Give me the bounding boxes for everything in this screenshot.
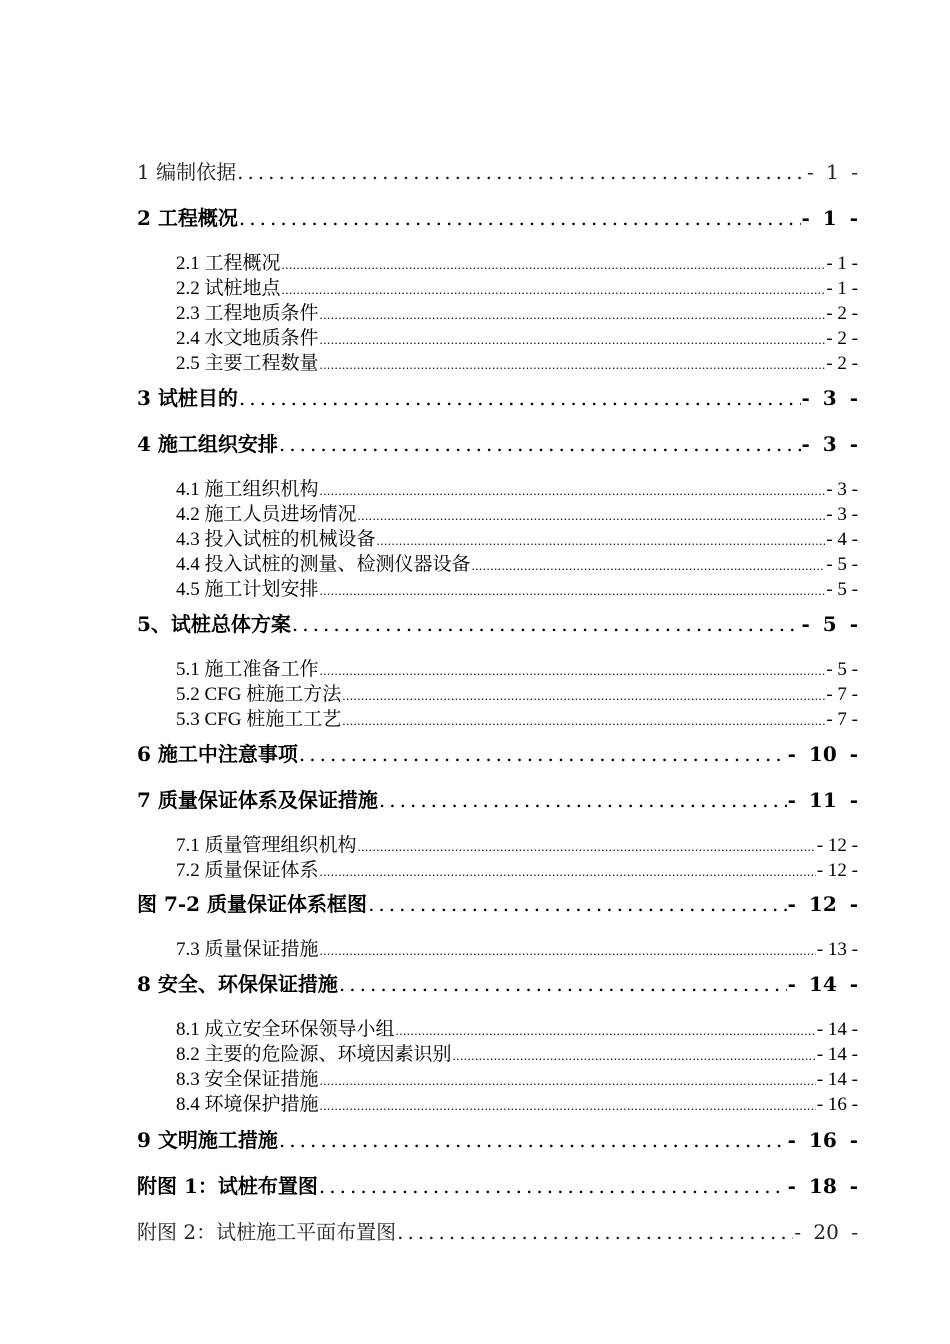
toc-entry-title: 9 文明施工措施 xyxy=(137,1128,278,1152)
toc-entry-7-3[interactable] xyxy=(176,934,858,961)
toc-entry-title: 3 试桩目的 xyxy=(137,386,238,410)
toc-entry-2-4[interactable] xyxy=(176,323,858,350)
dot-leader xyxy=(282,257,826,273)
dot-leader xyxy=(319,1174,787,1198)
dot-leader xyxy=(320,943,816,959)
toc-entry-page: - 1 - xyxy=(801,206,858,230)
toc-entry-page: - 1 - xyxy=(826,278,858,299)
toc-entry-title: 5、试桩总体方案 xyxy=(137,612,291,636)
toc-entry-title: 4.1 施工组织机构 xyxy=(176,479,319,500)
toc-entry-title: 7.3 质量保证措施 xyxy=(176,939,319,960)
toc-entry-6[interactable] xyxy=(137,738,858,767)
toc-entry-title: 8 安全、环保保证措施 xyxy=(137,972,338,996)
toc-entry-title: 8.3 安全保证措施 xyxy=(176,1069,319,1090)
toc-entry-4[interactable] xyxy=(137,428,858,457)
dot-leader xyxy=(320,583,826,599)
toc-entry-title: 8.1 成立安全环保领导小组 xyxy=(176,1019,395,1040)
dot-leader xyxy=(358,508,826,524)
dot-leader xyxy=(339,972,787,996)
toc-entry-page: - 2 - xyxy=(826,328,858,349)
toc-entry-page: - 7 - xyxy=(826,709,858,730)
toc-entry-appendix-2[interactable] xyxy=(137,1216,858,1245)
dot-leader xyxy=(320,1098,816,1114)
toc-entry-title: 2.3 工程地质条件 xyxy=(176,303,319,324)
toc-entry-title: 4.2 施工人员进场情况 xyxy=(176,504,357,525)
toc-entry-8-2[interactable] xyxy=(176,1039,858,1066)
toc-entry-2-2[interactable] xyxy=(176,273,858,300)
toc-entry-title: 图 7-2 质量保证体系框图 xyxy=(137,892,368,916)
toc-entry-1[interactable] xyxy=(137,156,858,185)
toc-entry-title: 1 编制依据 xyxy=(137,160,237,184)
dot-leader xyxy=(320,357,826,373)
dot-leader xyxy=(320,332,826,348)
toc-entry-page: - 16 - xyxy=(816,1094,858,1115)
toc-entry-page: - 18 - xyxy=(787,1174,858,1198)
toc-entry-page: - 14 - xyxy=(816,1044,858,1065)
dot-leader xyxy=(320,864,816,880)
dot-leader xyxy=(299,742,787,766)
dot-leader xyxy=(239,386,801,410)
toc-entry-4-3[interactable] xyxy=(176,524,858,551)
toc-entry-4-2[interactable] xyxy=(176,499,858,526)
toc-entry-4-5[interactable] xyxy=(176,574,858,601)
toc-entry-title: 5.2 CFG 桩施工方法 xyxy=(176,684,342,705)
toc-entry-page: - 14 - xyxy=(816,1019,858,1040)
dot-leader xyxy=(396,1023,816,1039)
dot-leader xyxy=(358,839,816,855)
toc-entry-appendix-1[interactable] xyxy=(137,1170,858,1199)
toc-entry-4-1[interactable] xyxy=(176,474,858,501)
toc-entry-2-5[interactable] xyxy=(176,348,858,375)
dot-leader xyxy=(320,663,826,679)
toc-entry-figure-7-2[interactable] xyxy=(137,888,858,917)
toc-entry-title: 4.5 施工计划安排 xyxy=(176,579,319,600)
toc-entry-8-3[interactable] xyxy=(176,1064,858,1091)
toc-entry-title: 5.1 施工准备工作 xyxy=(176,659,319,680)
toc-entry-title: 5.3 CFG 桩施工工艺 xyxy=(176,709,342,730)
dot-leader xyxy=(279,1128,787,1152)
toc-entry-2[interactable] xyxy=(137,202,858,231)
toc-entry-9[interactable] xyxy=(137,1124,858,1153)
dot-leader xyxy=(320,307,826,323)
toc-entry-page: - 3 - xyxy=(801,386,858,410)
toc-entry-title: 4 施工组织安排 xyxy=(137,432,278,456)
toc-entry-page: - 3 - xyxy=(826,479,858,500)
toc-entry-page: - 13 - xyxy=(816,939,858,960)
toc-entry-title: 2.5 主要工程数量 xyxy=(176,353,319,374)
toc-entry-7[interactable] xyxy=(137,784,858,813)
toc-entry-2-3[interactable] xyxy=(176,298,858,325)
toc-entry-3[interactable] xyxy=(137,382,858,411)
toc-entry-page: - 12 - xyxy=(816,835,858,856)
toc-entry-title: 7 质量保证体系及保证措施 xyxy=(137,788,378,812)
toc-entry-page: - 12 - xyxy=(787,892,858,916)
toc-entry-page: - 1 - xyxy=(826,253,858,274)
toc-entry-title: 2.4 水文地质条件 xyxy=(176,328,319,349)
toc-entry-page: - 16 - xyxy=(787,1128,858,1152)
toc-entry-page: - 10 - xyxy=(787,742,858,766)
dot-leader xyxy=(342,688,825,704)
toc-entry-page: - 5 - xyxy=(826,554,858,575)
dot-leader xyxy=(397,1220,793,1244)
toc-entry-page: - 5 - xyxy=(801,612,858,636)
toc-entry-title: 7.2 质量保证体系 xyxy=(176,860,319,881)
toc-entry-page: - 3 - xyxy=(826,504,858,525)
dot-leader xyxy=(320,483,826,499)
dot-leader xyxy=(279,432,801,456)
dot-leader xyxy=(237,160,806,184)
dot-leader xyxy=(292,612,801,636)
toc-entry-title: 2.1 工程概况 xyxy=(176,253,281,274)
dot-leader xyxy=(282,282,826,298)
toc-entry-7-2[interactable] xyxy=(176,855,858,882)
toc-entry-title: 2.2 试桩地点 xyxy=(176,278,281,299)
toc-entry-title: 附图 1：试桩布置图 xyxy=(137,1174,318,1198)
toc-entry-7-1[interactable] xyxy=(176,830,858,857)
toc-entry-5-1[interactable] xyxy=(176,654,858,681)
dot-leader xyxy=(472,558,826,574)
toc-entry-8-1[interactable] xyxy=(176,1014,858,1041)
toc-entry-page: - 5 - xyxy=(826,579,858,600)
toc-entry-2-1[interactable] xyxy=(176,248,858,275)
toc-entry-page: - 5 - xyxy=(826,659,858,680)
dot-leader xyxy=(368,892,787,916)
toc-entry-page: - 3 - xyxy=(801,432,858,456)
toc-entry-title: 6 施工中注意事项 xyxy=(137,742,298,766)
toc-entry-8[interactable] xyxy=(137,968,858,997)
dot-leader xyxy=(320,1073,816,1089)
toc-entry-5[interactable] xyxy=(137,608,858,637)
toc-entry-4-4[interactable] xyxy=(176,549,858,576)
toc-entry-page: - 20 - xyxy=(794,1220,858,1244)
toc-entry-page: - 14 - xyxy=(816,1069,858,1090)
dot-leader xyxy=(377,533,826,549)
dot-leader xyxy=(453,1048,816,1064)
dot-leader xyxy=(239,206,801,230)
toc-entry-page: - 11 - xyxy=(787,788,858,812)
toc-entry-title: 4.3 投入试桩的机械设备 xyxy=(176,529,376,550)
toc-entry-page: - 12 - xyxy=(816,860,858,881)
toc-entry-page: - 2 - xyxy=(826,303,858,324)
toc-entry-title: 4.4 投入试桩的测量、检测仪器设备 xyxy=(176,554,471,575)
toc-entry-8-4[interactable] xyxy=(176,1089,858,1116)
dot-leader xyxy=(342,713,825,729)
toc-entry-title: 8.4 环境保护措施 xyxy=(176,1094,319,1115)
toc-entry-page: - 14 - xyxy=(787,972,858,996)
toc-entry-page: - 7 - xyxy=(826,684,858,705)
toc-entry-5-3[interactable] xyxy=(176,704,858,731)
toc-entry-title: 2 工程概况 xyxy=(137,206,238,230)
dot-leader xyxy=(379,788,787,812)
toc-entry-page: - 1 - xyxy=(807,160,858,184)
toc-entry-title: 附图 2：试桩施工平面布置图 xyxy=(137,1220,397,1244)
toc-entry-title: 7.1 质量管理组织机构 xyxy=(176,835,357,856)
toc-entry-title: 8.2 主要的危险源、环境因素识别 xyxy=(176,1044,452,1065)
toc-entry-page: - 2 - xyxy=(826,353,858,374)
toc-entry-page: - 4 - xyxy=(826,529,858,550)
toc-entry-5-2[interactable] xyxy=(176,679,858,706)
